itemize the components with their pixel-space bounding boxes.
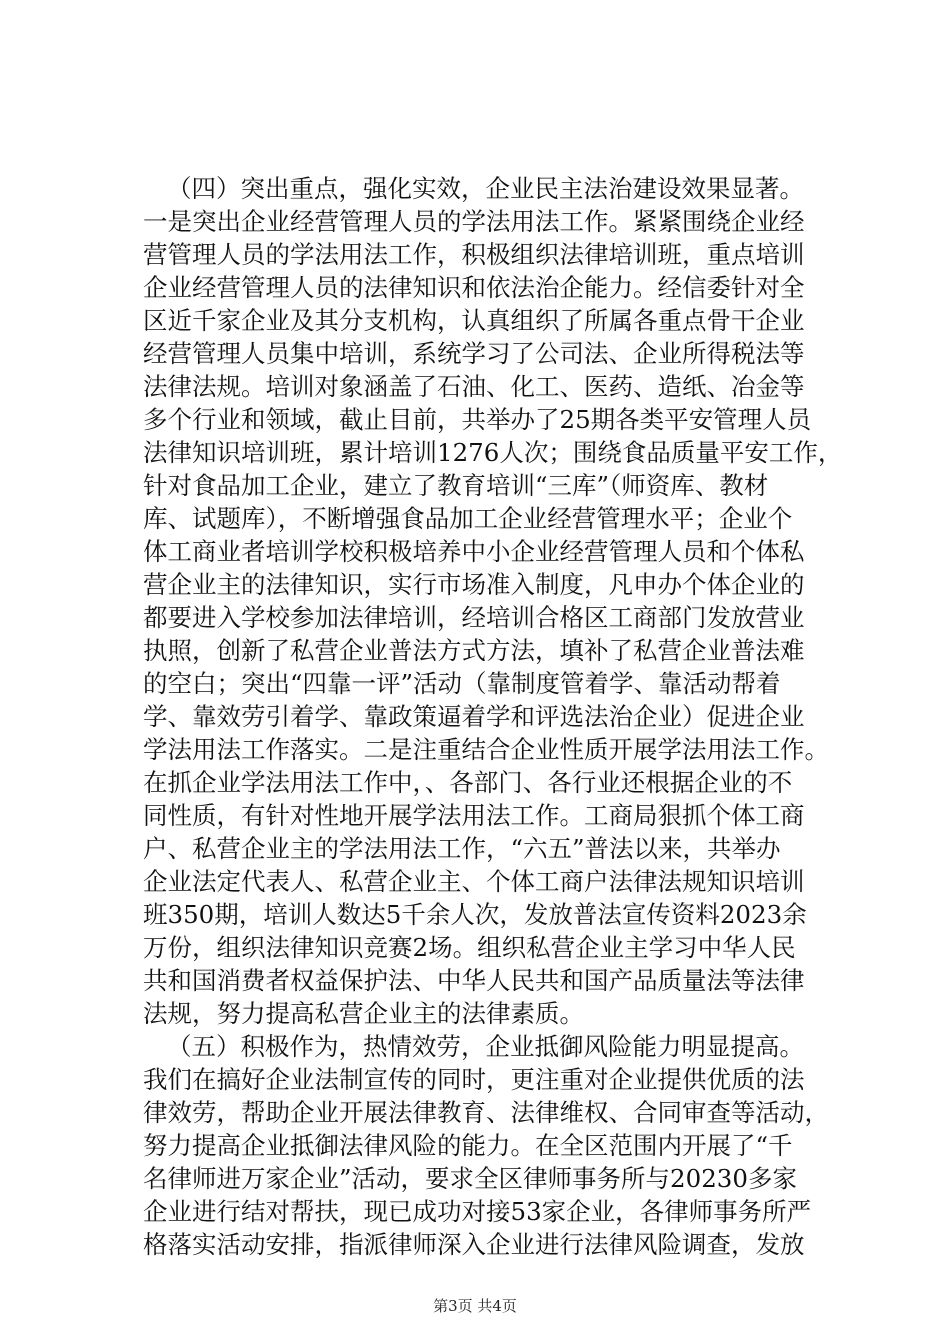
document-body	[143, 172, 843, 1261]
text-line: 企业法定代表人、私营企业主、个体工商户法律法规知识培训	[143, 867, 805, 896]
text-line: 企业经营管理人员的法律知识和依法治企能力。经信委针对全	[143, 273, 805, 302]
text-line: 针对食品加工企业，建立了教育培训“三库”（师资库、教材	[143, 471, 769, 500]
text-line: 区近千家企业及其分支机构，认真组织了所属各重点骨干企业	[143, 306, 805, 335]
text-line: 库、试题库），不断增强食品加工企业经营管理水平；企业个	[143, 504, 793, 533]
text-line: 在抓企业学法用法工作中，、各部门、各行业还根据企业的不	[143, 768, 793, 797]
text-line: 营管理人员的学法用法工作，积极组织法律培训班，重点培训	[143, 240, 805, 269]
text-line: 户、私营企业主的学法用法工作，“六五”普法以来，共举办	[143, 834, 781, 863]
text-line: 万份，组织法律知识竞赛2场。组织私营企业主学习中华人民	[143, 933, 796, 962]
text-line: 律效劳，帮助企业开展法律教育、法律维权、合同审查等活动，	[143, 1098, 829, 1127]
text-line: 同性质，有针对性地开展学法用法工作。工商局狠抓个体工商	[143, 801, 805, 830]
text-line: 班350期，培训人数达5千余人次，发放普法宣传资料2023余	[143, 900, 807, 929]
text-line: 学法用法工作落实。二是注重结合企业性质开展学法用法工作。	[143, 735, 829, 764]
text-line: 我们在搞好企业法制宣传的同时，更注重对企业提供优质的法	[143, 1065, 805, 1094]
text-line: 格落实活动安排，指派律师深入企业进行法律风险调查，发放	[143, 1230, 805, 1259]
text-line: 执照，创新了私营企业普法方式方法，填补了私营企业普法难	[143, 636, 805, 665]
text-line: 努力提高企业抵御法律风险的能力。在全区范围内开展了“千	[143, 1131, 793, 1160]
text-line: 营企业主的法律知识，实行市场准入制度，凡申办个体企业的	[143, 570, 805, 599]
text-line: 名律师进万家企业”活动，要求全区律师事务所与20230多家	[143, 1164, 797, 1193]
text-line: 体工商业者培训学校积极培养中小企业经营管理人员和个体私	[143, 537, 805, 566]
text-line: 都要进入学校参加法律培训，经培训合格区工商部门发放营业	[143, 603, 805, 632]
text-line: 一是突出企业经营管理人员的学法用法工作。紧紧围绕企业经	[143, 207, 805, 236]
text-line: 的空白；突出“四靠一评”活动（靠制度管着学、靠活动帮着	[143, 669, 781, 698]
paragraph-heading-4: （四）突出重点，强化实效，企业民主法治建设效果显著。	[167, 174, 804, 203]
text-line: 学、靠效劳引着学、靠政策逼着学和评选法治企业）促进企业	[143, 702, 805, 731]
text-line: 法律知识培训班，累计培训1276人次；围绕食品质量平安工作，	[143, 438, 843, 467]
text-line: 多个行业和领域，截止目前，共举办了25期各类平安管理人员	[143, 405, 812, 434]
text-line: 共和国消费者权益保护法、中华人民共和国产品质量法等法律	[143, 966, 805, 995]
paragraph-heading-5: （五）积极作为，热情效劳，企业抵御风险能力明显提高。	[167, 1032, 804, 1061]
text-line: 企业进行结对帮扶，现已成功对接53家企业，各律师事务所严	[143, 1197, 812, 1226]
text-line: 法律法规。培训对象涵盖了石油、化工、医药、造纸、冶金等	[143, 372, 805, 401]
text-line: 经营管理人员集中培训，系统学习了公司法、企业所得税法等	[143, 339, 805, 368]
page-number-footer: 第3页 共4页	[433, 1297, 517, 1315]
text-line: 法规，努力提高私营企业主的法律素质。	[143, 999, 584, 1028]
